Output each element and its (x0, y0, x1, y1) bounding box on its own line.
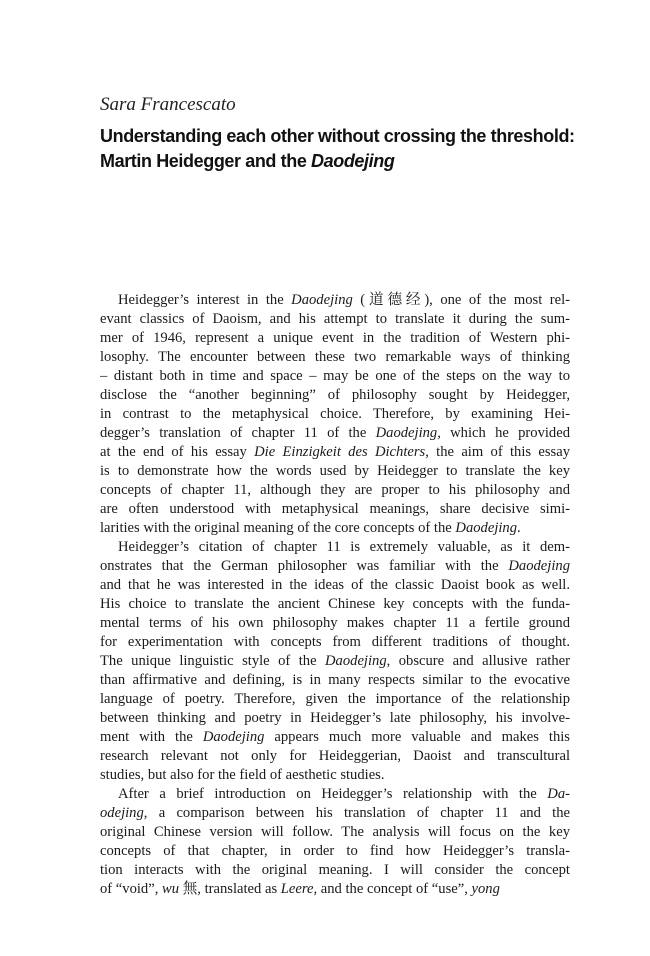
text-line (100, 747, 570, 766)
italic-run: Leere, (280, 881, 318, 897)
text-run: language of poetry. Therefore, given the importance of the relationship (100, 691, 570, 707)
title-line-2-italic: Daodejing (311, 151, 395, 171)
text-run: onstrates that the German philosopher was familiar with the (100, 558, 509, 574)
text-run: Heidegger’s citation of chapter 11 is extremely valuable, as it dem- (118, 539, 570, 555)
text-run: evant classics of Daoism, and his attempt to translate it during the sum- (100, 311, 570, 327)
article-body (100, 291, 570, 899)
text-run: tion interacts with the original meaning. I will consider the concept (100, 862, 570, 878)
text-line (100, 462, 570, 481)
text-run: , a comparison between his translation of chapter 11 and the (143, 805, 570, 821)
title-line-2 (100, 149, 580, 174)
text-line (100, 386, 570, 405)
italic-run: Daodejing (291, 292, 353, 308)
text-run: disclose the “another beginning” of philosophy sought by Heidegger, (100, 387, 570, 403)
text-run: appears much more valuable and makes this (264, 729, 570, 745)
text-run: 無, translated as (179, 881, 281, 897)
text-line (100, 405, 570, 424)
text-line (100, 424, 570, 443)
text-line (100, 766, 570, 785)
text-run: between thinking and poetry in Heidegger’s late philosophy, his involve- (100, 710, 570, 726)
title-line-1: Understanding each other without crossing the threshold: (100, 126, 575, 146)
italic-run: Die Einzigkeit des Dichters (254, 444, 426, 460)
text-run: of “void”, (100, 881, 163, 897)
italic-run: Daodejing (202, 729, 265, 745)
text-line (100, 443, 570, 462)
paragraph (100, 538, 570, 785)
text-run: studies, but also for the field of aesthetic studies. (100, 767, 385, 783)
italic-run: Da- (547, 786, 570, 802)
text-run: losophy. The encounter between these two remarkable ways of thinking (100, 349, 570, 365)
text-line (100, 291, 570, 310)
text-line (100, 690, 570, 709)
text-run: After a brief introduction on Heidegger’s relationship with the (118, 786, 548, 802)
text-line (100, 310, 570, 329)
text-line (100, 557, 570, 576)
text-line (100, 367, 570, 386)
text-line (100, 709, 570, 728)
text-line (100, 614, 570, 633)
text-run: larities with the original meaning of the core concepts of the (100, 520, 456, 536)
text-run: (道德经), one of the most rel- (352, 292, 570, 308)
italic-run: wu (162, 881, 180, 897)
text-line (100, 595, 570, 614)
italic-run: yong (471, 881, 500, 897)
text-line (100, 823, 570, 842)
text-line (100, 481, 570, 500)
text-run: at the end of his essay (100, 444, 255, 460)
text-run: concepts of that chapter, in order to find how Heidegger’s transla- (100, 843, 570, 859)
text-run: which he provided (440, 425, 570, 441)
text-run: are often understood with metaphysical meanings, share decisive simi- (100, 501, 570, 517)
text-line (100, 519, 570, 538)
text-line (100, 804, 570, 823)
text-run: – distant both in time and space – may be one of the steps on the way to (100, 368, 570, 384)
text-line (100, 538, 570, 557)
paragraph (100, 785, 570, 899)
text-run: , obscure and allusive rather (386, 653, 570, 669)
article-title (100, 124, 580, 174)
text-run: is to demonstrate how the words used by Heidegger to translate the key (100, 463, 570, 479)
text-run: mental terms of his own philosophy makes chapter 11 a fertile ground (100, 615, 570, 631)
italic-run: odejing (100, 805, 144, 821)
italic-run: Daodejing (325, 653, 387, 669)
text-run: His choice to translate the ancient Chinese key concepts with the funda- (100, 596, 570, 612)
italic-run: Daodejing, (375, 425, 441, 441)
text-run: research relevant not only for Heideggerian, Daoist and transcultural (100, 748, 570, 764)
text-line (100, 500, 570, 519)
text-line (100, 576, 570, 595)
text-run: mer of 1946, represent a unique event in the tradition of Western phi- (100, 330, 570, 346)
italic-run: Daodejing (455, 520, 518, 536)
text-line (100, 633, 570, 652)
text-run: Heidegger’s interest in the (118, 292, 292, 308)
paragraph (100, 291, 570, 538)
text-line (100, 861, 570, 880)
text-line (100, 671, 570, 690)
text-line (100, 652, 570, 671)
text-run: than affirmative and defining, is in many respects similar to the evocative (100, 672, 570, 688)
author-name: Sara Francescato (100, 94, 236, 115)
text-run: for experimentation with concepts from different traditions of thought. (100, 634, 570, 650)
italic-run: Daodejing (508, 558, 570, 574)
text-line (100, 348, 570, 367)
text-run: and that he was interested in the ideas of the classic Daoist book as well. (100, 577, 570, 593)
text-line (100, 785, 570, 804)
text-run: , the aim of this essay (425, 444, 570, 460)
text-line (100, 329, 570, 348)
text-run: in contrast to the metaphysical choice. Therefore, by examining Hei- (100, 406, 570, 422)
text-line (100, 880, 570, 899)
text-run: ment with the (100, 729, 203, 745)
text-run: . (517, 520, 521, 536)
text-line (100, 842, 570, 861)
text-run: concepts of chapter 11, although they are proper to his philosophy and (100, 482, 570, 498)
text-line (100, 728, 570, 747)
text-run: and the concept of “use”, (317, 881, 472, 897)
text-run: The unique linguistic style of the (100, 653, 326, 669)
text-run: original Chinese version will follow. The analysis will focus on the key (100, 824, 570, 840)
text-run: degger’s translation of chapter 11 of the (100, 425, 376, 441)
title-line-2-text: Martin Heidegger and the (100, 151, 312, 171)
